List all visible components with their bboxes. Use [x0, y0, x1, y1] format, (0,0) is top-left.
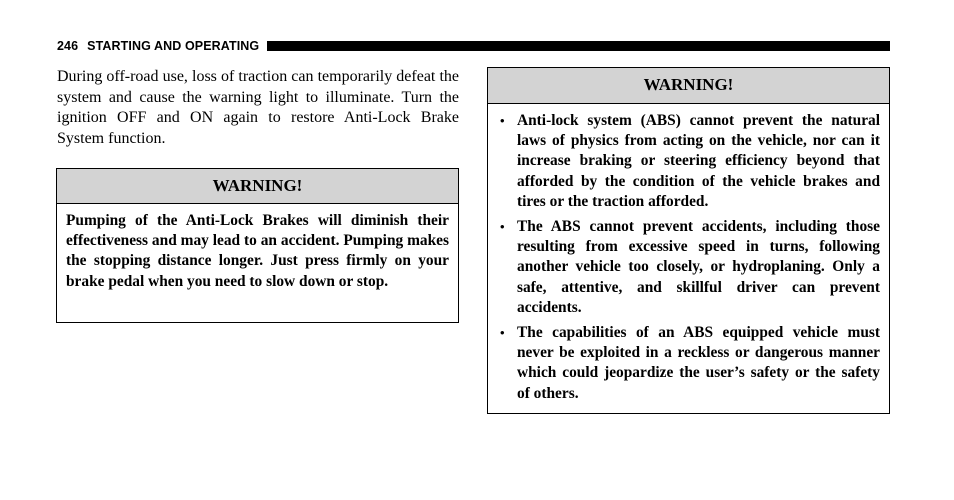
warning-list-item: [500, 111, 880, 212]
bullet-icon: •: [500, 219, 505, 235]
warning-list-item: [500, 217, 880, 318]
warning-body: Pumping of the Anti-Lock Brakes will diminish their effectiveness and may lead to an accident. Pumping makes the stopping distance longer. Just press firmly on your brake pedal when you need to slow down or stop.: [66, 212, 449, 290]
page-header: [57, 38, 890, 54]
header-rule: [267, 41, 890, 51]
warning-item-text: The ABS cannot prevent accidents, including those resulting from excessive speed in turns, following another vehicle too closely, or hydroplaning. Only a safe, attentive, and skillful driver can prevent accidents.: [517, 218, 880, 316]
warning-box-abs: [487, 67, 890, 414]
warning-item-text: Anti-lock system (ABS) cannot prevent the natural laws of physics from acting on the vehicle, nor can it increase braking or steering efficiency beyond that afforded by the condition of the vehicle brakes and tires or the traction afforded.: [517, 112, 880, 210]
warning-list-item: [500, 323, 880, 404]
warning-title: WARNING!: [488, 68, 889, 104]
warning-title: WARNING!: [57, 169, 458, 204]
warning-item-text: The capabilities of an ABS equipped vehicle must never be exploited in a reckless or dangerous manner which could jeopardize the user’s safety or the safety of others.: [517, 324, 880, 402]
page-number: 246: [57, 39, 79, 53]
bullet-icon: •: [500, 113, 505, 128]
section-title: STARTING AND OPERATING: [87, 39, 260, 53]
bullet-icon: •: [500, 325, 505, 341]
intro-paragraph: During off-road use, loss of traction can temporarily defeat the system and cause the warning light to illuminate. Turn the ignition OFF and ON again to restore Anti-Lock Brake System function.: [57, 68, 459, 147]
warning-list: [488, 104, 889, 404]
warning-box-brakes: [56, 168, 459, 323]
